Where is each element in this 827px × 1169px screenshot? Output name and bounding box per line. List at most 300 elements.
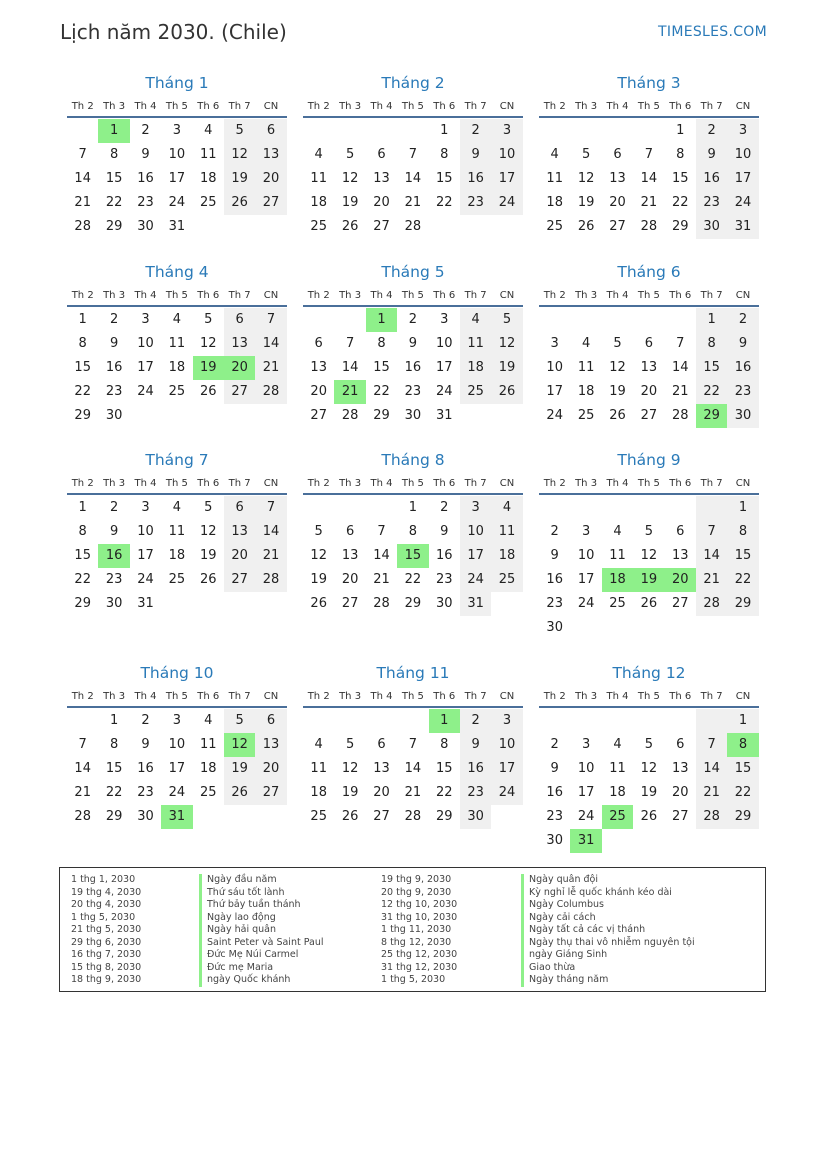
day-cell: 14 bbox=[640, 171, 658, 186]
weekday-label: Th 6 bbox=[197, 690, 220, 702]
day-cell: 30 bbox=[435, 596, 453, 611]
day-cell: 24 bbox=[491, 781, 522, 805]
day-cell: 26 bbox=[491, 380, 522, 404]
day-cell: 12 bbox=[224, 143, 255, 167]
day-cell: 5 bbox=[204, 500, 213, 515]
weekday-label: Th 3 bbox=[575, 477, 598, 489]
day-cell: 9 bbox=[550, 761, 559, 776]
day-cell: 9 bbox=[141, 737, 150, 752]
day-cell: 15 bbox=[105, 171, 123, 186]
day-cell: 20 bbox=[640, 384, 658, 399]
day-cell: 25 bbox=[310, 809, 327, 824]
weekday-header bbox=[539, 96, 759, 118]
day-cell: 20 bbox=[671, 785, 689, 800]
holiday-name: Thứ sáu tốt lành bbox=[199, 887, 284, 900]
weekday-label: Th 7 bbox=[464, 477, 487, 489]
day-cell: 23 bbox=[546, 596, 563, 611]
day-grid bbox=[67, 308, 287, 428]
empty-day-cell bbox=[193, 404, 224, 428]
weekday-label: Th 5 bbox=[165, 477, 188, 489]
day-cell: 18 bbox=[577, 384, 595, 399]
day-cell: 4 bbox=[314, 737, 323, 752]
month-name: Tháng 4 bbox=[145, 263, 209, 281]
day-cell: 25 bbox=[199, 195, 217, 210]
day-cell: 10 bbox=[460, 520, 491, 544]
day-cell: 18 bbox=[199, 171, 217, 186]
day-cell: 23 bbox=[137, 195, 154, 210]
day-cell: 17 bbox=[137, 360, 154, 375]
day-cell: 10 bbox=[137, 336, 154, 351]
weekday-label: CN bbox=[735, 289, 751, 301]
day-cell: 16 bbox=[137, 171, 154, 186]
empty-day-cell bbox=[665, 709, 696, 733]
weekday-label: Th 5 bbox=[401, 690, 424, 702]
day-cell: 9 bbox=[727, 332, 758, 356]
empty-day-cell bbox=[161, 404, 192, 428]
holiday-name: Ngày lao động bbox=[199, 912, 276, 925]
weekday-label: Th 6 bbox=[433, 289, 456, 301]
day-cell: 30 bbox=[105, 596, 123, 611]
day-cell: 1 bbox=[440, 123, 449, 138]
day-grid bbox=[539, 119, 759, 239]
weekday-label: Th 2 bbox=[543, 690, 566, 702]
weekday-header bbox=[303, 96, 523, 118]
day-cell: 17 bbox=[546, 384, 563, 399]
day-cell: 7 bbox=[408, 147, 417, 162]
day-cell: 24 bbox=[577, 596, 595, 611]
day-cell: 15 bbox=[373, 360, 390, 375]
day-cell: 27 bbox=[373, 809, 390, 824]
day-cell: 17 bbox=[727, 167, 758, 191]
weekday-label: Th 5 bbox=[637, 477, 660, 489]
empty-day-cell bbox=[570, 308, 601, 332]
day-cell: 29 bbox=[727, 592, 758, 616]
holiday-name: Đức Mẹ Núi Carmel bbox=[199, 949, 298, 962]
day-cell: 14 bbox=[74, 761, 91, 776]
day-cell: 10 bbox=[168, 737, 186, 752]
day-cell: 4 bbox=[314, 147, 323, 162]
day-cell: 22 bbox=[727, 781, 758, 805]
day-cell: 7 bbox=[255, 308, 286, 332]
day-cell: 16 bbox=[727, 356, 758, 380]
day-cell: 15 bbox=[74, 360, 91, 375]
weekday-label: Th 2 bbox=[307, 690, 330, 702]
weekday-label: Th 6 bbox=[433, 100, 456, 112]
day-cell: 12 bbox=[341, 171, 359, 186]
weekday-label: CN bbox=[499, 100, 515, 112]
holiday-date: 12 thg 10, 2030 bbox=[381, 899, 458, 910]
day-cell: 4 bbox=[613, 524, 622, 539]
day-cell: 3 bbox=[141, 500, 150, 515]
holiday-date: 20 thg 9, 2030 bbox=[381, 886, 452, 898]
day-cell: 15 bbox=[435, 171, 453, 186]
day-cell: 17 bbox=[460, 544, 491, 568]
holiday-day-cell: 29 bbox=[696, 404, 727, 428]
day-grid bbox=[539, 308, 759, 428]
empty-day-cell bbox=[665, 308, 696, 332]
empty-day-cell bbox=[665, 496, 696, 520]
day-cell: 14 bbox=[255, 520, 286, 544]
day-cell: 28 bbox=[404, 809, 422, 824]
holiday-name: Ngày đầu năm bbox=[199, 874, 277, 887]
day-cell: 7 bbox=[696, 520, 727, 544]
day-cell: 16 bbox=[105, 360, 123, 375]
day-cell: 19 bbox=[199, 548, 217, 563]
day-grid bbox=[67, 709, 287, 829]
day-cell: 21 bbox=[696, 568, 727, 592]
holiday-name: Ngày cải cách bbox=[521, 912, 596, 925]
weekday-label: Th 4 bbox=[370, 690, 393, 702]
day-cell: 24 bbox=[435, 384, 453, 399]
weekday-label: Th 6 bbox=[197, 477, 220, 489]
weekday-label: Th 6 bbox=[433, 690, 456, 702]
day-cell: 2 bbox=[727, 308, 758, 332]
weekday-label: CN bbox=[263, 100, 279, 112]
day-cell: 21 bbox=[404, 195, 422, 210]
day-cell: 27 bbox=[310, 408, 327, 423]
day-cell: 3 bbox=[581, 737, 591, 752]
holiday-day-cell: 15 bbox=[397, 544, 428, 568]
day-grid bbox=[67, 496, 287, 616]
weekday-label: Th 6 bbox=[669, 477, 692, 489]
weekday-label: Th 3 bbox=[103, 100, 126, 112]
holiday-date: 20 thg 4, 2030 bbox=[71, 899, 142, 910]
day-cell: 5 bbox=[581, 147, 591, 162]
holiday-name: Ngày tháng năm bbox=[521, 974, 608, 987]
day-cell: 28 bbox=[255, 568, 286, 592]
holiday-date: 29 thg 6, 2030 bbox=[71, 936, 142, 948]
day-cell: 3 bbox=[491, 119, 522, 143]
day-cell: 12 bbox=[341, 761, 359, 776]
day-cell: 30 bbox=[546, 833, 563, 848]
empty-day-cell bbox=[696, 616, 727, 640]
day-cell: 17 bbox=[435, 360, 453, 375]
day-cell: 27 bbox=[671, 809, 689, 824]
day-cell: 29 bbox=[74, 596, 91, 611]
day-cell: 2 bbox=[550, 524, 559, 539]
empty-day-cell bbox=[303, 308, 334, 332]
day-cell: 30 bbox=[105, 408, 123, 423]
weekday-label: Th 4 bbox=[370, 289, 393, 301]
day-cell: 16 bbox=[696, 167, 727, 191]
weekday-label: Th 7 bbox=[228, 100, 251, 112]
day-cell: 10 bbox=[491, 143, 522, 167]
day-cell: 23 bbox=[105, 572, 123, 587]
day-cell: 11 bbox=[199, 147, 217, 162]
day-cell: 9 bbox=[550, 548, 559, 563]
day-cell: 17 bbox=[168, 171, 186, 186]
empty-day-cell bbox=[491, 215, 522, 239]
holiday-day-cell: 16 bbox=[98, 544, 129, 568]
holiday-day-cell: 19 bbox=[633, 568, 664, 592]
month-2 bbox=[303, 72, 523, 239]
month-6 bbox=[539, 261, 759, 428]
weekday-label: Th 5 bbox=[401, 477, 424, 489]
empty-day-cell bbox=[429, 215, 460, 239]
empty-day-cell bbox=[602, 308, 633, 332]
empty-day-cell bbox=[67, 709, 98, 733]
day-cell: 27 bbox=[224, 568, 255, 592]
day-cell: 16 bbox=[460, 757, 491, 781]
month-name: Tháng 1 bbox=[145, 74, 209, 92]
empty-day-cell bbox=[570, 496, 601, 520]
day-cell: 14 bbox=[255, 332, 286, 356]
day-cell: 3 bbox=[141, 312, 150, 327]
day-cell: 9 bbox=[696, 143, 727, 167]
day-cell: 11 bbox=[609, 761, 626, 776]
day-cell: 27 bbox=[609, 219, 626, 234]
holiday-date: 1 thg 5, 2030 bbox=[71, 911, 136, 923]
day-cell: 3 bbox=[460, 496, 491, 520]
holiday-name: Giao thừa bbox=[521, 962, 575, 975]
month-10 bbox=[67, 662, 287, 829]
weekday-header bbox=[539, 473, 759, 495]
weekday-label: Th 7 bbox=[700, 289, 723, 301]
weekday-label: Th 2 bbox=[71, 477, 94, 489]
holiday-name: Ngày tất cả các vị thánh bbox=[521, 924, 645, 937]
weekday-header bbox=[303, 473, 523, 495]
holiday-name: Thứ bảy tuần thánh bbox=[199, 899, 301, 912]
empty-day-cell bbox=[255, 404, 286, 428]
weekday-label: Th 4 bbox=[134, 690, 157, 702]
day-cell: 25 bbox=[199, 785, 217, 800]
day-cell: 10 bbox=[577, 548, 595, 563]
day-cell: 11 bbox=[609, 548, 626, 563]
day-cell: 15 bbox=[727, 757, 758, 781]
day-cell: 10 bbox=[168, 147, 186, 162]
day-cell: 6 bbox=[613, 147, 622, 162]
holiday-date: 31 thg 10, 2030 bbox=[381, 911, 458, 923]
day-cell: 30 bbox=[404, 408, 422, 423]
day-cell: 26 bbox=[199, 572, 217, 587]
brand-link[interactable]: TIMESLES.COM bbox=[658, 24, 767, 40]
day-cell: 6 bbox=[377, 147, 386, 162]
day-cell: 26 bbox=[640, 596, 658, 611]
day-cell: 30 bbox=[460, 805, 491, 829]
day-cell: 7 bbox=[676, 336, 685, 351]
empty-day-cell bbox=[491, 592, 522, 616]
day-cell: 29 bbox=[404, 596, 422, 611]
day-cell: 15 bbox=[671, 171, 689, 186]
day-cell: 28 bbox=[341, 408, 359, 423]
day-cell: 10 bbox=[727, 143, 758, 167]
day-cell: 10 bbox=[577, 761, 595, 776]
day-cell: 3 bbox=[491, 709, 522, 733]
empty-day-cell bbox=[602, 829, 633, 853]
day-cell: 27 bbox=[255, 781, 286, 805]
day-cell: 2 bbox=[440, 500, 449, 515]
day-cell: 12 bbox=[640, 761, 658, 776]
day-cell: 29 bbox=[727, 805, 758, 829]
day-cell: 6 bbox=[644, 336, 653, 351]
weekday-label: Th 6 bbox=[197, 100, 220, 112]
holiday-name: Ngày quân đội bbox=[521, 874, 598, 887]
day-cell: 21 bbox=[404, 785, 422, 800]
holiday-date: 31 thg 12, 2030 bbox=[381, 961, 458, 973]
day-cell: 19 bbox=[491, 356, 522, 380]
day-cell: 31 bbox=[727, 215, 758, 239]
holiday-date: 25 thg 12, 2030 bbox=[381, 949, 458, 960]
day-cell: 8 bbox=[727, 520, 758, 544]
day-cell: 25 bbox=[577, 408, 595, 423]
day-cell: 19 bbox=[640, 785, 658, 800]
day-cell: 19 bbox=[224, 167, 255, 191]
day-cell: 23 bbox=[137, 785, 154, 800]
day-cell: 9 bbox=[109, 336, 119, 351]
holiday-date: 16 thg 7, 2030 bbox=[71, 949, 142, 960]
day-cell: 15 bbox=[74, 548, 91, 563]
weekday-label: CN bbox=[735, 690, 751, 702]
day-cell: 16 bbox=[137, 761, 154, 776]
weekday-label: Th 3 bbox=[575, 100, 598, 112]
day-cell: 21 bbox=[74, 785, 91, 800]
day-cell: 23 bbox=[105, 384, 123, 399]
day-cell: 8 bbox=[676, 147, 685, 162]
day-cell: 14 bbox=[404, 171, 422, 186]
weekday-header bbox=[67, 686, 287, 708]
month-11 bbox=[303, 662, 523, 829]
day-cell: 21 bbox=[373, 572, 390, 587]
holiday-day-cell: 12 bbox=[224, 733, 255, 757]
holiday-day-cell: 1 bbox=[98, 119, 129, 143]
weekday-label: Th 3 bbox=[103, 289, 126, 301]
empty-day-cell bbox=[193, 215, 224, 239]
day-cell: 13 bbox=[224, 520, 255, 544]
day-cell: 30 bbox=[696, 215, 727, 239]
day-cell: 16 bbox=[435, 548, 453, 563]
holiday-day-cell: 18 bbox=[602, 568, 633, 592]
empty-day-cell bbox=[397, 709, 428, 733]
empty-day-cell bbox=[224, 592, 255, 616]
day-cell: 27 bbox=[640, 408, 658, 423]
day-cell: 18 bbox=[168, 360, 186, 375]
empty-day-cell bbox=[224, 805, 255, 829]
empty-day-cell bbox=[255, 592, 286, 616]
day-cell: 18 bbox=[168, 548, 186, 563]
day-cell: 20 bbox=[341, 572, 359, 587]
weekday-label: Th 5 bbox=[165, 690, 188, 702]
day-cell: 28 bbox=[74, 219, 91, 234]
day-cell: 6 bbox=[377, 737, 386, 752]
day-cell: 2 bbox=[141, 713, 150, 728]
day-cell: 20 bbox=[310, 384, 327, 399]
day-cell: 2 bbox=[109, 500, 119, 515]
day-cell: 11 bbox=[577, 360, 595, 375]
empty-day-cell bbox=[633, 308, 664, 332]
day-cell: 17 bbox=[137, 548, 154, 563]
empty-day-cell bbox=[334, 709, 365, 733]
day-cell: 22 bbox=[105, 195, 123, 210]
day-cell: 5 bbox=[224, 119, 255, 143]
day-cell: 18 bbox=[491, 544, 522, 568]
weekday-label: Th 5 bbox=[165, 100, 188, 112]
weekday-header bbox=[67, 285, 287, 307]
day-cell: 26 bbox=[224, 191, 255, 215]
day-cell: 25 bbox=[168, 572, 186, 587]
day-cell: 12 bbox=[310, 548, 327, 563]
day-cell: 21 bbox=[255, 544, 286, 568]
empty-day-cell bbox=[303, 496, 334, 520]
empty-day-cell bbox=[193, 805, 224, 829]
empty-day-cell bbox=[633, 119, 664, 143]
day-cell: 12 bbox=[577, 171, 595, 186]
day-cell: 13 bbox=[373, 761, 390, 776]
weekday-label: CN bbox=[735, 477, 751, 489]
day-cell: 7 bbox=[345, 336, 355, 351]
day-cell: 23 bbox=[460, 191, 491, 215]
weekday-label: Th 2 bbox=[71, 690, 94, 702]
day-cell: 19 bbox=[609, 384, 626, 399]
weekday-label: Th 4 bbox=[370, 477, 393, 489]
day-cell: 1 bbox=[78, 312, 87, 327]
empty-day-cell bbox=[303, 119, 334, 143]
empty-day-cell bbox=[491, 404, 522, 428]
weekday-label: Th 4 bbox=[606, 690, 629, 702]
day-cell: 22 bbox=[671, 195, 689, 210]
day-cell: 25 bbox=[491, 568, 522, 592]
weekday-label: Th 2 bbox=[307, 289, 330, 301]
weekday-label: Th 2 bbox=[543, 289, 566, 301]
day-cell: 22 bbox=[727, 568, 758, 592]
day-cell: 3 bbox=[172, 713, 181, 728]
month-1 bbox=[67, 72, 287, 239]
day-cell: 20 bbox=[373, 195, 390, 210]
day-cell: 17 bbox=[577, 785, 595, 800]
weekday-label: Th 5 bbox=[165, 289, 188, 301]
day-cell: 25 bbox=[310, 219, 327, 234]
empty-day-cell bbox=[696, 829, 727, 853]
weekday-label: Th 4 bbox=[370, 100, 393, 112]
weekday-label: Th 6 bbox=[669, 289, 692, 301]
day-cell: 1 bbox=[408, 500, 417, 515]
day-cell: 4 bbox=[204, 123, 213, 138]
weekday-label: Th 7 bbox=[700, 690, 723, 702]
holiday-day-cell: 20 bbox=[665, 568, 696, 592]
empty-day-cell bbox=[67, 119, 98, 143]
day-cell: 4 bbox=[172, 312, 181, 327]
day-cell: 14 bbox=[671, 360, 689, 375]
day-cell: 13 bbox=[310, 360, 327, 375]
weekday-label: CN bbox=[263, 477, 279, 489]
holiday-date: 15 thg 8, 2030 bbox=[71, 961, 142, 973]
day-cell: 9 bbox=[408, 336, 417, 351]
weekday-label: Th 2 bbox=[71, 289, 94, 301]
day-cell: 9 bbox=[109, 524, 119, 539]
weekday-label: Th 4 bbox=[606, 100, 629, 112]
empty-day-cell bbox=[602, 119, 633, 143]
day-cell: 11 bbox=[168, 524, 186, 539]
weekday-label: Th 3 bbox=[103, 477, 126, 489]
day-cell: 9 bbox=[440, 524, 449, 539]
holiday-date: 8 thg 12, 2030 bbox=[381, 936, 452, 948]
day-cell: 29 bbox=[373, 408, 390, 423]
day-cell: 26 bbox=[577, 219, 595, 234]
day-cell: 6 bbox=[224, 496, 255, 520]
day-cell: 22 bbox=[435, 195, 453, 210]
day-cell: 29 bbox=[671, 219, 689, 234]
day-cell: 11 bbox=[310, 761, 327, 776]
holiday-day-cell: 20 bbox=[224, 356, 255, 380]
day-cell: 5 bbox=[345, 147, 355, 162]
day-cell: 29 bbox=[105, 219, 123, 234]
day-cell: 5 bbox=[314, 524, 323, 539]
day-cell: 28 bbox=[696, 805, 727, 829]
holiday-date: 1 thg 1, 2030 bbox=[71, 874, 136, 885]
weekday-label: CN bbox=[735, 100, 751, 112]
day-cell: 21 bbox=[640, 195, 658, 210]
empty-day-cell bbox=[491, 805, 522, 829]
day-cell: 5 bbox=[644, 524, 653, 539]
